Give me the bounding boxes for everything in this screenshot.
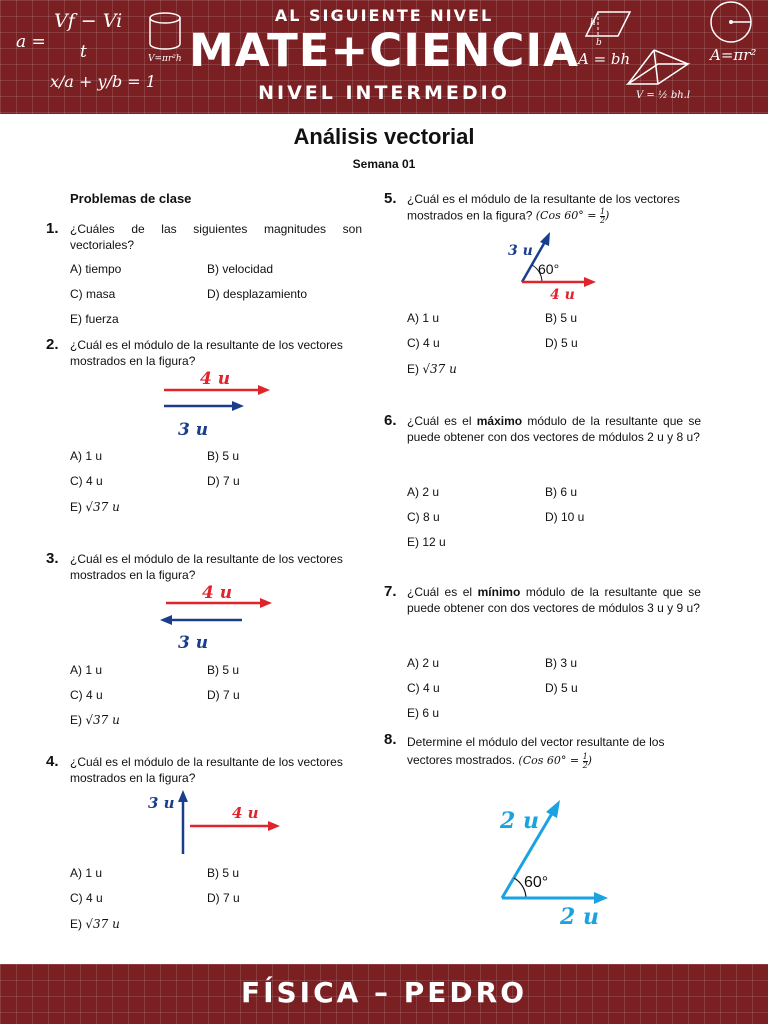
cyan-arrowhead (594, 892, 608, 904)
option-b: B) 3 u (545, 656, 578, 670)
formula-cylinder: V=πr²h (148, 54, 182, 64)
option-d: D) 7 u (207, 474, 240, 488)
option-b: B) 5 u (545, 311, 578, 325)
option-c: C) 8 u (407, 510, 440, 524)
vector-label-4u: 4 u (550, 287, 575, 302)
option-e: E) 6 u (407, 706, 440, 720)
question-text: ¿Cuáles de las siguientes magnitudes son vectoriales? (70, 222, 362, 252)
cos-hint: (Cos 60° = $\frac{1}{2}$ ) (518, 751, 592, 770)
option-e: E) √37 u (70, 917, 120, 931)
vector-figure-3 (150, 580, 280, 654)
option-d: D) 5 u (545, 336, 578, 350)
option-a: A) tiempo (70, 262, 122, 276)
formula-prism: V = ½ bh.l (636, 90, 691, 101)
sqrt-37-u: √37 u (85, 713, 120, 727)
formula-b: b (596, 38, 602, 48)
question-5 (407, 192, 701, 225)
vector-label-2u: 2 u (500, 808, 539, 834)
red-arrowhead (260, 598, 272, 608)
question-number: 7. (384, 583, 397, 600)
formula-acceleration: a = Vf − Vi t (16, 10, 123, 62)
cos-hint: (Cos 60° = $\frac{1}{2}$ ) (535, 206, 610, 225)
question-number: 5. (384, 190, 397, 207)
question-text: ¿Cuál es el máximo módulo de la resultante que se puede obtener con dos vectores de módulos 2 u y 8 u? (407, 414, 701, 444)
option-c: C) 4 u (407, 336, 440, 350)
option-d: D) 7 u (207, 688, 240, 702)
parallelogram-icon (568, 6, 638, 46)
question-number: 6. (384, 412, 397, 429)
vector-label-3u: 3 u (178, 633, 209, 653)
option-b: B) 5 u (207, 866, 240, 880)
vector-label-4u: 4 u (202, 583, 233, 603)
sqrt-37-u: √37 u (422, 362, 457, 376)
page-title: Análisis vectorial (293, 124, 475, 149)
option-c: C) 4 u (407, 681, 440, 695)
red-arrowhead (268, 821, 280, 831)
sqrt-37-u: √37 u (85, 500, 120, 514)
header-subtitle: AL SIGUIENTE NIVEL (274, 6, 494, 25)
option-a: A) 2 u (407, 485, 440, 499)
formula-area-circle: A=πr² (710, 46, 757, 64)
cyan-arrowhead (546, 800, 560, 818)
question-text: ¿Cuál es el módulo de la resultante de los vectores mostrados en la figura? (70, 338, 343, 368)
sqrt-37-u: √37 u (85, 917, 120, 931)
section-heading: Problemas de clase (70, 191, 192, 206)
vector-label-4u: 4 u (232, 804, 259, 822)
option-a: A) 1 u (407, 311, 440, 325)
question-text: ¿Cuál es el módulo de la resultante de los vectores mostrados en la figura? (407, 192, 680, 222)
footer-title: FÍSICA – PEDRO (240, 976, 528, 1009)
question-8 (407, 733, 701, 770)
question-text: Determine el módulo del vector resultante de los vectores mostrados. (407, 735, 665, 767)
option-d: D) 10 u (545, 510, 585, 524)
option-c: C) 4 u (70, 688, 103, 702)
option-b: B) velocidad (207, 262, 274, 276)
option-d: D) 5 u (545, 681, 578, 695)
red-arrowhead (258, 385, 270, 395)
keyword-minimo: mínimo (477, 585, 521, 599)
vector-figure-2 (150, 364, 280, 440)
option-b: B) 5 u (207, 449, 240, 463)
option-c: C) 4 u (70, 891, 103, 905)
formula-area-rect: A = bh (578, 50, 631, 68)
blue-arrowhead (232, 401, 244, 411)
question-1 (70, 222, 362, 253)
option-a: A) 1 u (70, 866, 103, 880)
red-arrowhead (584, 277, 596, 287)
option-c: C) 4 u (70, 474, 103, 488)
question-7 (407, 585, 701, 616)
formula-h: h (590, 18, 596, 28)
option-e: E) √37 u (70, 500, 120, 514)
week-label: Semana 01 (352, 157, 416, 171)
option-d: D) 7 u (207, 891, 240, 905)
level-label: NIVEL INTERMEDIO (258, 82, 510, 104)
blue-arrowhead (178, 790, 188, 802)
header-banner (0, 0, 768, 114)
option-e: E) √37 u (407, 362, 457, 376)
question-6 (407, 414, 701, 445)
brand-title: MATE+CIENCIA (188, 24, 580, 77)
question-number: 3. (46, 550, 59, 567)
vector-figure-5 (500, 228, 604, 302)
vector-figure-4 (140, 786, 290, 858)
question-text: ¿Cuál es el mínimo módulo de la resultante que se puede obtener con dos vectores de módulos 3 u y 9 u? (407, 585, 701, 615)
option-b: B) 6 u (545, 485, 578, 499)
option-e: E) √37 u (70, 713, 120, 727)
question-number: 2. (46, 336, 59, 353)
question-4 (70, 755, 362, 786)
question-number: 8. (384, 731, 397, 748)
option-a: A) 1 u (70, 663, 103, 677)
footer-banner (0, 964, 768, 1024)
vector-label-2u: 2 u (560, 904, 599, 930)
angle-label: 60° (538, 261, 560, 277)
keyword-maximo: máximo (476, 414, 523, 428)
option-e: E) 12 u (407, 535, 446, 549)
option-e: E) fuerza (70, 312, 119, 326)
question-number: 1. (46, 220, 59, 237)
vector-label-3u: 3 u (178, 420, 209, 440)
angle-label: 60° (524, 874, 549, 891)
option-a: A) 2 u (407, 656, 440, 670)
prism-icon (624, 44, 704, 92)
question-text: ¿Cuál es el módulo de la resultante de los vectores mostrados en la figura? (70, 552, 343, 582)
option-c: C) masa (70, 287, 116, 301)
circle-icon (704, 0, 758, 50)
question-text: ¿Cuál es el módulo de la resultante de los vectores mostrados en la figura? (70, 755, 343, 785)
vector-label-4u: 4 u (200, 369, 231, 389)
option-b: B) 5 u (207, 663, 240, 677)
vector-label-3u: 3 u (508, 243, 533, 259)
vector-label-3u: 3 u (148, 794, 175, 812)
blue-arrowhead (160, 615, 172, 625)
option-d: D) desplazamiento (207, 287, 308, 301)
question-number: 4. (46, 753, 59, 770)
option-a: A) 1 u (70, 449, 103, 463)
blue-arrowhead (540, 232, 550, 246)
formula-line: x/a + y/b = 1 (50, 72, 156, 91)
vector-figure-8 (490, 792, 620, 932)
question-3 (70, 552, 362, 583)
